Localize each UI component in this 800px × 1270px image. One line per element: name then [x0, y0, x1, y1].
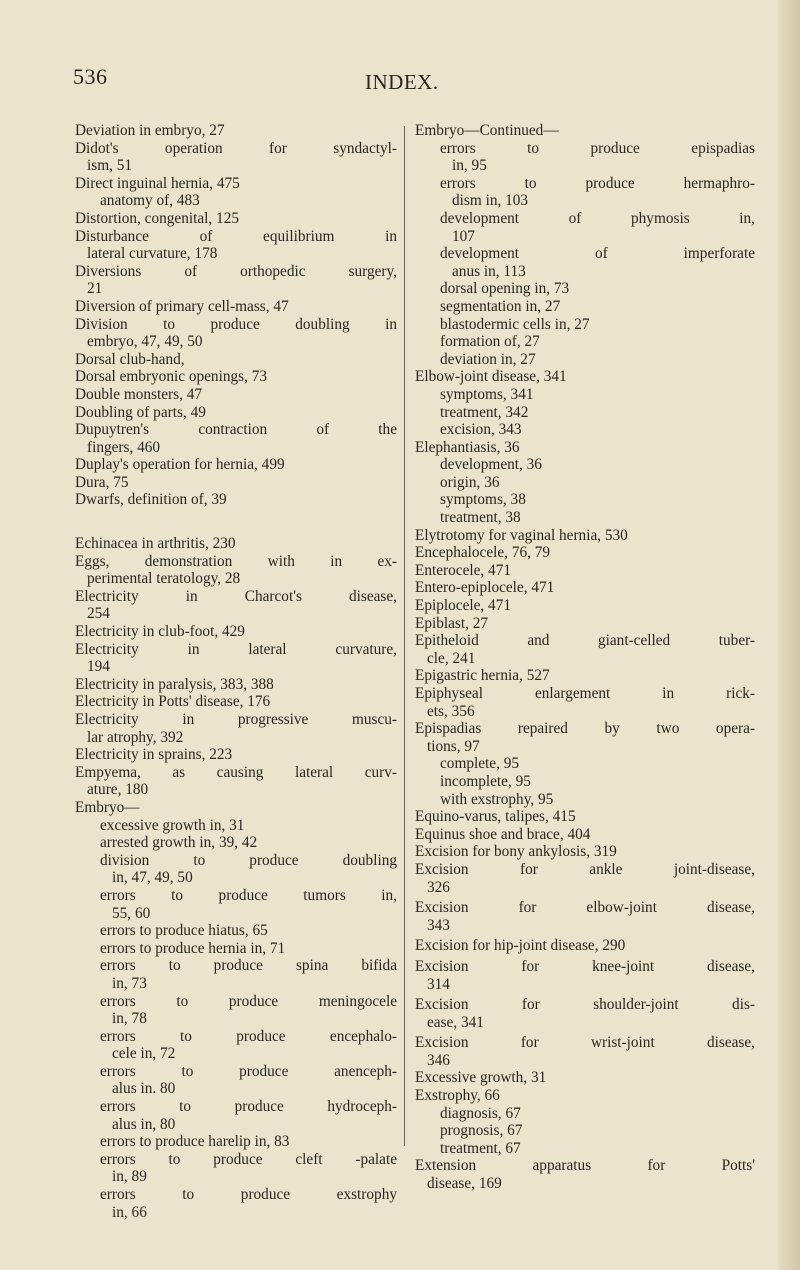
- index-subentry: [415, 333, 755, 351]
- index-entry: [75, 228, 397, 263]
- index-entry: [415, 632, 755, 667]
- index-entry: [75, 799, 397, 817]
- index-subentry: [415, 773, 755, 791]
- index-entry-line: deviation in, 27: [440, 350, 536, 368]
- index-entry: [75, 676, 397, 694]
- index-entry-line: ets, 356: [427, 702, 475, 720]
- index-entry: [415, 1034, 755, 1069]
- index-entry: [75, 764, 397, 799]
- index-subentry: [415, 351, 755, 369]
- index-entry: [415, 1157, 755, 1192]
- index-entry-line: errors to produce hiatus, 65: [100, 922, 268, 940]
- index-entry: [75, 746, 397, 764]
- index-entry: [75, 491, 397, 509]
- index-entry-line: blastodermic cells in, 27: [440, 315, 590, 333]
- index-entry: [415, 958, 755, 993]
- index-entry: [415, 368, 755, 386]
- index-entry-line: complete, 95: [440, 755, 520, 773]
- index-entry-line: Epigastric hernia, 527: [415, 667, 550, 685]
- index-entry-line: ism, 51: [87, 157, 133, 175]
- index-entry-line: ease, 341: [427, 1013, 484, 1031]
- index-subentry: [75, 922, 397, 940]
- index-entry: [415, 615, 755, 633]
- index-entry-line: excision, 343: [440, 421, 522, 439]
- index-entry-line: Excision for bony ankylosis, 319: [415, 843, 617, 861]
- index-entry-line: errors to produce hydroceph-: [100, 1098, 397, 1116]
- index-entry-line: origin, 36: [440, 473, 500, 491]
- index-entry-line: Equinus shoe and brace, 404: [415, 825, 591, 843]
- index-entry-line: symptoms, 341: [440, 385, 534, 403]
- index-subentry: [75, 957, 397, 992]
- index-entry-line: anus in, 113: [452, 262, 526, 280]
- index-entry-line: Exstrophy, 66: [415, 1087, 500, 1105]
- index-entry-line: Dura, 75: [75, 473, 129, 491]
- index-entry: [75, 386, 397, 404]
- index-entry-line: prognosis, 67: [440, 1122, 523, 1140]
- index-entry-line: lateral curvature, 178: [87, 245, 218, 263]
- index-subentry: [75, 940, 397, 958]
- index-entry-line: 55, 60: [112, 904, 151, 922]
- index-subentry: [75, 1098, 397, 1133]
- index-subentry: [75, 993, 397, 1028]
- index-entry-line: perimental teratology, 28: [87, 570, 241, 588]
- index-entry-line: in, 78: [112, 1010, 147, 1028]
- index-entry-line: formation of, 27: [440, 333, 540, 351]
- index-entry-line: Embryo—Continued—: [415, 122, 559, 139]
- index-entry: [415, 996, 755, 1031]
- index-entry-line: errors to produce encephalo-: [100, 1027, 397, 1045]
- index-subentry: [415, 1105, 755, 1123]
- index-entry: [415, 527, 755, 545]
- index-entry-line: Diversions of orthopedic surgery,: [75, 262, 397, 280]
- index-entry: [415, 544, 755, 562]
- index-entry: [75, 122, 397, 140]
- index-subentry: [415, 474, 755, 492]
- index-entry-line: Electricity in paralysis, 383, 388: [75, 675, 274, 693]
- index-entry-line: Epiblast, 27: [415, 614, 489, 632]
- index-entry-line: fingers, 460: [87, 438, 161, 456]
- index-entry-line: alus in. 80: [112, 1080, 176, 1098]
- index-entry-line: Extension apparatus for Potts': [415, 1157, 755, 1175]
- index-entry-line: Elytrotomy for vaginal hernia, 530: [415, 526, 628, 544]
- index-entry-line: excessive growth in, 31: [100, 816, 245, 834]
- index-entry-line: errors to produce tumors in,: [100, 886, 397, 904]
- index-subentry: [415, 386, 755, 404]
- index-entry-line: Dwarfs, definition of, 39: [75, 491, 227, 509]
- index-entry: [75, 210, 397, 228]
- index-entry: [415, 1069, 755, 1087]
- index-entry: [75, 588, 397, 623]
- index-entry-line: Duplay's operation for hernia, 499: [75, 456, 285, 474]
- index-subentry: [75, 887, 397, 922]
- index-entry-line: Elbow-joint disease, 341: [415, 368, 567, 386]
- index-entry-line: Dupuytren's contraction of the: [75, 421, 397, 439]
- index-entry-line: Epiphyseal enlargement in rick-: [415, 685, 755, 702]
- index-entry-line: Excision for ankle joint-disease,: [415, 860, 755, 878]
- index-entry-line: errors to produce harelip in, 83: [100, 1133, 290, 1151]
- index-entry: [75, 623, 397, 641]
- index-column-right: [415, 122, 755, 1193]
- index-entry-line: Distortion, congenital, 125: [75, 209, 239, 227]
- index-entry-line: in, 47, 49, 50: [112, 869, 193, 887]
- index-entry-line: Entero-epiplocele, 471: [415, 579, 555, 597]
- index-entry-line: Electricity in club-foot, 429: [75, 623, 245, 641]
- index-entry-line: segmentation in, 27: [440, 297, 561, 315]
- index-subentry: [415, 755, 755, 773]
- index-entry-line: Excision for hip-joint disease, 290: [415, 937, 626, 955]
- index-subentry: [75, 192, 397, 210]
- index-entry: [75, 263, 397, 298]
- index-entry-line: dorsal opening in, 73: [440, 280, 570, 298]
- index-subentry: [415, 456, 755, 474]
- index-entry-line: errors to produce exstrophy: [100, 1186, 397, 1204]
- index-entry: [75, 474, 397, 492]
- index-entry-line: errors to produce spina bifida: [100, 957, 397, 975]
- index-entry: [75, 421, 397, 456]
- index-entry-line: 254: [87, 605, 110, 623]
- index-entry: [75, 175, 397, 193]
- index-entry-line: incomplete, 95: [440, 772, 531, 790]
- index-entry-line: embryo, 47, 49, 50: [87, 333, 203, 351]
- index-subentry: [415, 1122, 755, 1140]
- index-entry-line: tions, 97: [427, 737, 480, 755]
- index-entry-line: Dorsal club-hand,: [75, 350, 185, 368]
- index-entry: [75, 404, 397, 422]
- index-entry-line: in, 95: [452, 157, 487, 175]
- index-entry-line: in, 66: [112, 1203, 147, 1221]
- page-edge-shadow: [778, 0, 800, 1270]
- index-subentry: [415, 210, 755, 245]
- index-entry: [75, 351, 397, 369]
- index-entry-line: Electricity in sprains, 223: [75, 746, 233, 764]
- index-entry-line: 21: [87, 280, 103, 298]
- index-subentry: [75, 817, 397, 835]
- index-subentry: [415, 280, 755, 298]
- index-entry-line: 326: [427, 878, 450, 896]
- index-subentry: [415, 140, 755, 175]
- index-entry-line: Electricity in lateral curvature,: [75, 640, 397, 658]
- index-entry-line: anatomy of, 483: [100, 192, 200, 210]
- index-subentry: [75, 1028, 397, 1063]
- page-number: 536: [73, 64, 108, 89]
- index-entry-line: dism in, 103: [452, 192, 529, 210]
- index-subentry: [75, 1151, 397, 1186]
- index-entry-line: treatment, 67: [440, 1139, 521, 1157]
- index-subentry: [415, 245, 755, 280]
- index-entry-line: 194: [87, 658, 110, 676]
- index-entry: [75, 641, 397, 676]
- index-entry-line: treatment, 38: [440, 509, 521, 527]
- index-entry-line: with exstrophy, 95: [440, 790, 554, 808]
- index-entry: [75, 693, 397, 711]
- column-divider: [404, 126, 405, 1146]
- index-entry-line: development of imperforate: [440, 245, 755, 263]
- index-entry: [415, 808, 755, 826]
- index-subentry: [415, 1140, 755, 1158]
- index-entry: [415, 562, 755, 580]
- index-entry-line: Equino-varus, talipes, 415: [415, 808, 576, 826]
- index-entry-line: Dorsal embryonic openings, 73: [75, 368, 268, 386]
- index-subentry: [415, 175, 755, 210]
- index-entry-line: 314: [427, 975, 450, 993]
- index-entry-line: 107: [452, 227, 475, 245]
- index-entry-line: in, 73: [112, 974, 147, 992]
- index-entry-line: Direct inguinal hernia, 475: [75, 174, 240, 192]
- index-entry-line: Excision for knee-joint disease,: [415, 957, 755, 975]
- index-entry-line: Empyema, as causing lateral curv-: [75, 763, 397, 781]
- index-entry: [415, 579, 755, 597]
- index-entry-line: errors to produce anenceph-: [100, 1062, 397, 1080]
- index-entry-line: Echinacea in arthritis, 230: [75, 535, 236, 553]
- index-entry: [415, 861, 755, 896]
- index-entry: [75, 535, 397, 553]
- index-entry-line: errors to produce hernia in, 71: [100, 939, 286, 957]
- index-entry-line: errors to produce hermaphro-: [440, 174, 755, 192]
- index-entry-line: Didot's operation for syndactyl-: [75, 139, 397, 157]
- index-subentry: [415, 791, 755, 809]
- index-entry: [415, 1087, 755, 1105]
- index-entry-line: Electricity in Charcot's disease,: [75, 587, 397, 605]
- index-entry-line: Enterocele, 471: [415, 561, 511, 579]
- index-entry-line: Division to produce doubling in: [75, 315, 397, 333]
- index-entry-line: Electricity in Potts' disease, 176: [75, 693, 271, 711]
- index-subentry: [415, 421, 755, 439]
- index-entry-line: Epispadias repaired by two opera-: [415, 720, 755, 738]
- index-entry: [75, 456, 397, 474]
- index-subentry: [75, 1133, 397, 1151]
- index-entry-line: 343: [427, 916, 450, 934]
- index-entry-line: Epitheloid and giant-celled tuber-: [415, 632, 755, 650]
- index-entry-line: in, 89: [112, 1168, 147, 1186]
- index-entry-line: 346: [427, 1051, 450, 1069]
- index-entry: [415, 720, 755, 755]
- index-entry-line: alus in, 80: [112, 1115, 176, 1133]
- index-entry: [75, 553, 397, 588]
- page-title: INDEX.: [365, 70, 439, 94]
- index-entry-line: symptoms, 38: [440, 491, 526, 509]
- index-entry-line: Excision for shoulder-joint dis-: [415, 996, 755, 1014]
- index-entry-line: Electricity in progressive muscu-: [75, 711, 397, 728]
- index-subentry: [415, 491, 755, 509]
- index-entry-line: Elephantiasis, 36: [415, 438, 520, 456]
- index-entry-line: errors to produce cleft -palate: [100, 1150, 397, 1168]
- index-entry: [415, 439, 755, 457]
- index-subentry: [415, 298, 755, 316]
- index-entry: [415, 667, 755, 685]
- index-entry-line: Doubling of parts, 49: [75, 403, 206, 421]
- index-entry: [415, 843, 755, 861]
- index-subentry: [75, 852, 397, 887]
- index-entry-line: development of phymosis in,: [440, 209, 755, 227]
- index-entry-line: Disturbance of equilibrium in: [75, 227, 397, 245]
- index-entry: [75, 316, 397, 351]
- index-entry: [75, 140, 397, 175]
- index-entry: [75, 298, 397, 316]
- index-entry-line: Eggs, demonstration with in ex-: [75, 552, 397, 570]
- index-entry: [415, 899, 755, 934]
- index-entry-line: lar atrophy, 392: [87, 728, 184, 746]
- index-subentry: [415, 509, 755, 527]
- index-entry-line: division to produce doubling: [100, 851, 397, 869]
- index-entry-line: Excessive growth, 31: [415, 1069, 547, 1087]
- index-entry-line: cle, 241: [427, 649, 476, 667]
- index-column-left: [75, 122, 397, 1221]
- index-entry-line: arrested growth in, 39, 42: [100, 834, 258, 852]
- index-entry-line: errors to produce meningocele: [100, 992, 397, 1010]
- index-entry: [415, 937, 755, 955]
- index-entry-line: Deviation in embryo, 27: [75, 122, 225, 139]
- index-subentry: [75, 834, 397, 852]
- index-entry: [415, 597, 755, 615]
- index-entry-line: Epiplocele, 471: [415, 597, 512, 615]
- index-entry-line: Embryo—: [75, 798, 140, 816]
- index-entry-line: Excision for wrist-joint disease,: [415, 1034, 755, 1052]
- index-entry-line: diagnosis, 67: [440, 1104, 521, 1122]
- index-entry: [75, 711, 397, 746]
- index-entry: [75, 368, 397, 386]
- index-entry-line: cele in, 72: [112, 1045, 176, 1063]
- index-entry-line: development, 36: [440, 456, 542, 474]
- index-entry-line: disease, 169: [427, 1175, 502, 1193]
- index-entry-line: Diversion of primary cell-mass, 47: [75, 297, 289, 315]
- index-subentry: [75, 1186, 397, 1221]
- index-subentry: [415, 316, 755, 334]
- index-entry-line: Encephalocele, 76, 79: [415, 544, 551, 562]
- index-entry-line: Double monsters, 47: [75, 385, 203, 403]
- index-entry-line: errors to produce epispadias: [440, 139, 755, 157]
- index-entry-line: treatment, 342: [440, 403, 529, 421]
- index-entry: [415, 122, 755, 140]
- index-entry: [415, 826, 755, 844]
- index-entry: [415, 685, 755, 720]
- index-subentry: [75, 1063, 397, 1098]
- index-subentry: [415, 404, 755, 422]
- index-entry-line: ature, 180: [87, 781, 149, 799]
- index-entry-line: Excision for elbow-joint disease,: [415, 899, 755, 917]
